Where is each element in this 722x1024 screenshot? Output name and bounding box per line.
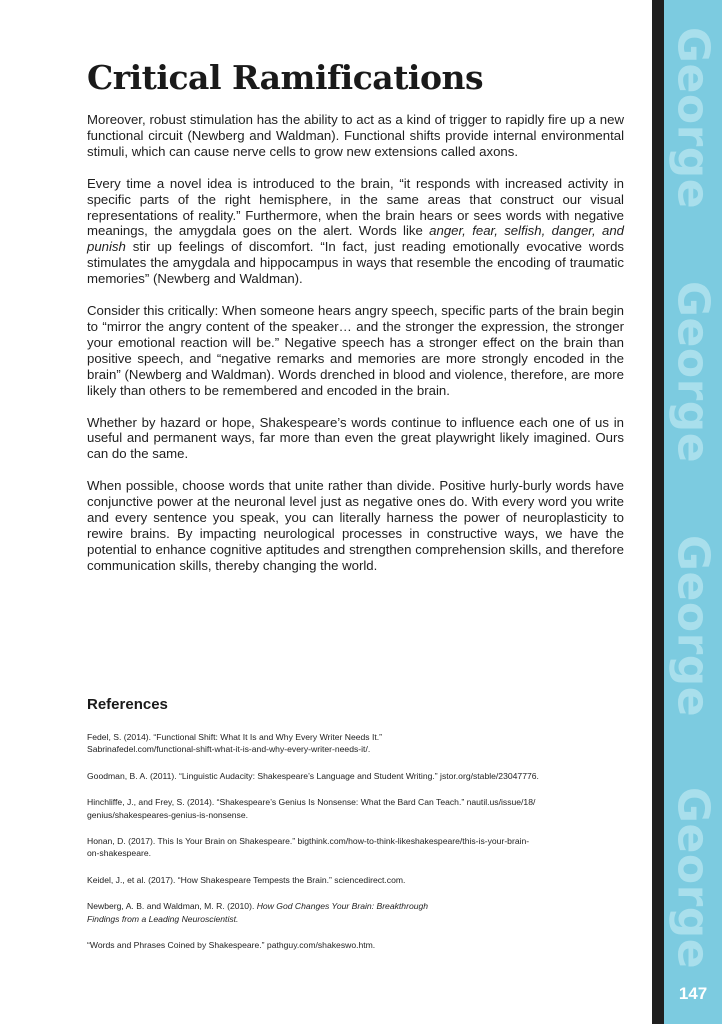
reference-6-title-1: How God Changes Your Brain: Breakthrough (256, 901, 429, 912)
paragraph-2 (87, 176, 624, 287)
sidebar-author-name: George (667, 534, 719, 718)
body-text (87, 112, 624, 590)
reference-6-title-2: Findings from a Leading Neuroscientist. (87, 913, 239, 924)
reference-3-line-2: genius/shakespeares-genius-is-nonsense. (87, 809, 248, 820)
reference-item (87, 796, 627, 821)
reference-3-line-1: Hinchliffe, J., and Frey, S. (2014). “Shakespeare’s Genius Is Nonsense: What the Bard Can Teach.” nautil.us/issue/18/ (87, 797, 536, 808)
reference-4-line-1: Honan, D. (2017). This Is Your Brain on Shakespeare.” bigthink.com/how-to-think-likeshakespeare/this-is-your-brain- (87, 836, 530, 847)
reference-6-text: Newberg, A. B. and Waldman, M. R. (2010). (87, 901, 257, 912)
paragraph-2-part-b: stir up feelings of discomfort. “In fact, just reading emotionally evocative words stimulates the amygdala and hippocampus in ways that resemble the encoding of traumatic memories” (Newberg and Waldman). (87, 239, 624, 287)
paragraph-5: When possible, choose words that unite rather than divide. Positive hurly-burly words have conjunctive power at the neuronal level just as negative ones do. With every word you write and every sentence you speak, you can literally harness the power of neuroplasticity to rewire brains. By impacting neurological processes in constructive ways, we have the potential to enhance cognitive aptitudes and strengthen comprehension skills, and therefore communication skills, thereby changing the world. (87, 478, 624, 573)
reference-1-line-1: Fedel, S. (2014). “Functional Shift: What It Is and Why Every Writer Needs It.” (87, 732, 382, 742)
page-divider (652, 0, 664, 1024)
paragraph-1: Moreover, robust stimulation has the ability to act as a kind of trigger to rapidly fire up a new functional circuit (Newberg and Waldman). Functional shifts provide internal environmental stimuli, which can cause nerve cells to grow new extensions called axons. (87, 112, 624, 159)
reference-4-line-2: on-shakespeare. (87, 848, 152, 859)
page-title: Critical Ramifications (87, 58, 484, 97)
reference-1-line-2: Sabrinafedel.com/functional-shift-what-it-is-and-why-every-writer-needs-it/. (87, 744, 371, 755)
paragraph-4: Whether by hazard or hope, Shakespeare’s words continue to influence each one of us in useful and permanent ways, far more than even the great playwright likely imagined. Ours can do the same. (87, 414, 624, 462)
paragraph-2-emphasis: anger, fear, selfish, danger, and punish (87, 223, 624, 255)
page-number: 147 (678, 984, 708, 1003)
sidebar-author-name: George (667, 786, 719, 970)
references-heading: References (87, 696, 168, 713)
paragraph-2-part-a: Every time a novel idea is introduced to the brain, “it responds with increased activity in specific parts of the right hemisphere, in the same areas that construct our visual representations of reality.” Furthermore, when the brain hears or sees words with negative meanings, the amygdala goes on the alert. Words like (87, 175, 624, 239)
reference-item: Goodman, B. A. (2011). “Linguistic Audacity: Shakespeare’s Language and Student Writing.” jstor.org/stable/23047776. (87, 770, 539, 781)
references-list (87, 731, 627, 965)
sidebar-author-name: George (667, 280, 719, 464)
reference-item: Keidel, J., et al. (2017). “How Shakespeare Tempests the Brain.” sciencedirect.com. (87, 874, 406, 885)
paragraph-3: Consider this critically: When someone hears angry speech, specific parts of the brain begin to “mirror the angry content of the speaker… and the stronger the expression, the stronger your emotional reaction will be.” Negative speech has a stronger effect on the brain than positive speech, and “negative remarks and memories are more strongly encoded in the brain” (Newberg and Waldman). Words drenched in blood and violence, therefore, are more likely than others to be remembered and encoded in the brain. (87, 303, 624, 398)
reference-item: “Words and Phrases Coined by Shakespeare.” pathguy.com/shakeswo.htm. (87, 940, 376, 951)
reference-item (87, 900, 627, 925)
reference-item (87, 835, 627, 860)
reference-item (87, 731, 627, 756)
sidebar (664, 0, 722, 1024)
sidebar-author-name: George (667, 26, 719, 210)
